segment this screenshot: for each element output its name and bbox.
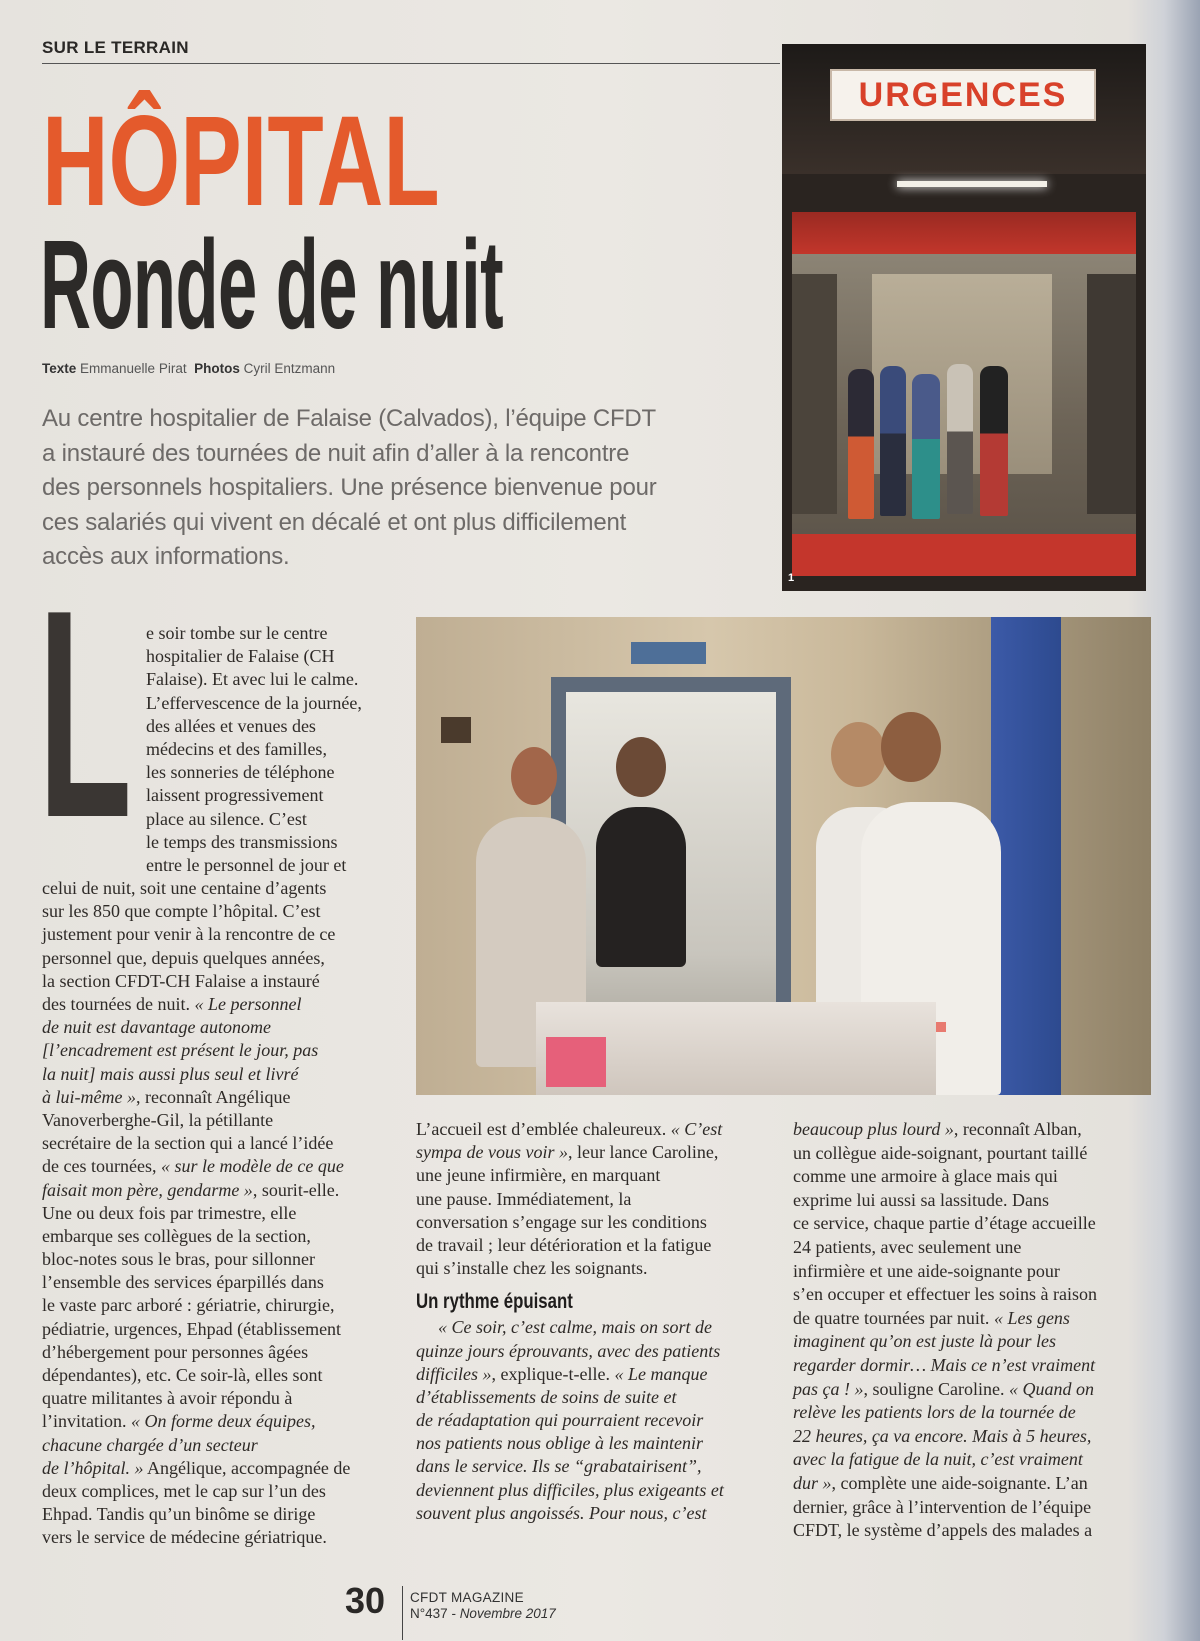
- photo-night-team: [416, 617, 1151, 1095]
- text-line: [793, 1354, 1097, 1378]
- quote-segment: dans le service. Ils se “grabatairisent”,: [416, 1456, 702, 1477]
- quote-segment: « Les gens: [993, 1307, 1070, 1328]
- text-line: [416, 1340, 724, 1363]
- text-line: [793, 1425, 1097, 1449]
- rubric-divider: [42, 63, 780, 64]
- text-line: [793, 1330, 1097, 1354]
- text-line: [42, 1063, 362, 1086]
- text-line: [793, 1142, 1097, 1166]
- text-line: [42, 1318, 362, 1341]
- text-segment: justement pour venir à la rencontre de ce: [42, 924, 336, 945]
- issue-date: Novembre 2017: [459, 1606, 556, 1621]
- text-segment: de ces tournées,: [42, 1156, 161, 1177]
- quote-segment: imaginent qu’on est juste là pour les: [793, 1331, 1056, 1352]
- quote-segment: la nuit] mais aussi plus seul et livré: [42, 1063, 299, 1084]
- text-segment: une jeune infirmière, en marquant: [416, 1165, 661, 1186]
- text-line: [416, 1234, 724, 1257]
- quote-segment: beaucoup plus lourd »: [793, 1119, 954, 1139]
- text-line: [42, 738, 362, 761]
- urgences-sign-text: URGENCES: [858, 75, 1068, 114]
- text-segment: le temps des transmissions: [146, 831, 338, 852]
- quote-segment: pas ça ! »: [793, 1378, 864, 1399]
- issue-number: N°437: [410, 1606, 448, 1621]
- body-column-3: [793, 1118, 1097, 1543]
- page-number: 30: [345, 1580, 386, 1621]
- quote-segment: de réadaptation qui pourraient recevoir: [416, 1410, 704, 1431]
- text-line: [42, 1016, 362, 1039]
- text-line: [42, 970, 362, 993]
- article-headline: Ronde de nuit: [40, 214, 504, 355]
- text-segment: embarque ses collègues de la section,: [42, 1225, 311, 1246]
- text-segment: hospitalier de Falaise (CH: [146, 646, 335, 667]
- text-line: [793, 1236, 1097, 1260]
- lead-line: ces salariés qui vivent en décalé et ont plus difficilement: [42, 508, 627, 536]
- text-line: [42, 622, 362, 645]
- text-segment: les sonneries de téléphone: [146, 762, 335, 783]
- text-line: [42, 1503, 362, 1526]
- text-line: [416, 1502, 724, 1525]
- quote-segment: relève les patients lors de la tournée de: [793, 1402, 1076, 1423]
- footer-divider: [402, 1586, 403, 1640]
- article-kicker: HÔPITAL: [42, 90, 440, 233]
- text-segment: celui de nuit, soit une centaine d’agents: [42, 878, 327, 899]
- text-segment: , explique-t-elle.: [491, 1363, 615, 1384]
- text-segment: , complète une aide-soignante. L’an: [831, 1472, 1088, 1493]
- text-segment: de quatre tournées par nuit.: [793, 1307, 994, 1328]
- text-line: [42, 854, 362, 877]
- text-segment: 24 patients, avec seulement une: [793, 1236, 1022, 1257]
- text-line: [42, 692, 362, 715]
- text-segment: le vaste parc arboré : gériatrie, chirurgie,: [42, 1295, 335, 1316]
- text-segment: L’effervescence de la journée,: [146, 692, 362, 713]
- text-line: [793, 1378, 1097, 1402]
- text-line: [793, 1118, 1097, 1142]
- text-line: [42, 1086, 362, 1109]
- text-line: [416, 1455, 724, 1478]
- text-segment: de travail ; leur détérioration et la fatigue: [416, 1234, 712, 1255]
- text-segment: la section CFDT-CH Falaise a instauré: [42, 970, 320, 991]
- text-segment: un collègue aide-soignant, pourtant taillé: [793, 1142, 1088, 1163]
- text-line: [42, 645, 362, 668]
- text-line: [42, 1039, 362, 1062]
- text-line: [42, 715, 362, 738]
- text-segment: vers le service de médecine gériatrique.: [42, 1527, 327, 1548]
- text-line: [42, 784, 362, 807]
- lead-line: Au centre hospitalier de Falaise (Calvados), l’équipe CFDT: [42, 405, 657, 432]
- quote-segment: « C’est: [670, 1119, 723, 1139]
- text-line: [416, 1257, 724, 1280]
- text-line: [42, 1179, 362, 1202]
- quote-segment: d’établissements de soins de suite et: [416, 1386, 677, 1407]
- text-segment: exprime lui aussi sa lassitude. Dans: [793, 1189, 1049, 1210]
- text-segment: comme une armoire à glace mais qui: [793, 1166, 1058, 1187]
- text-line: [416, 1386, 724, 1409]
- text-line: [793, 1496, 1097, 1520]
- text-segment: conversation s’engage sur les conditions: [416, 1211, 707, 1232]
- quote-segment: [l’encadrement est présent le jour, pas: [42, 1040, 319, 1061]
- byline-photo-author: Cyril Entzmann: [243, 361, 336, 376]
- quote-segment: quinze jours éprouvants, avec des patients: [416, 1340, 721, 1361]
- text-line: [42, 1202, 362, 1225]
- byline-text-label: Texte: [42, 361, 77, 376]
- text-segment: entre le personnel de jour et: [146, 854, 347, 875]
- text-segment: , reconnaît Angélique: [135, 1086, 291, 1107]
- quote-segment: difficiles »: [416, 1363, 492, 1384]
- subheading: Un rythme épuisant: [416, 1290, 573, 1314]
- byline-photo-label: Photos: [194, 361, 240, 376]
- text-segment: , souligne Caroline.: [863, 1378, 1009, 1399]
- urgences-sign: [830, 69, 1096, 121]
- text-segment: sur les 850 que compte l’hôpital. C’est: [42, 901, 321, 922]
- quote-segment: « On forme deux équipes,: [131, 1411, 316, 1432]
- text-line: [42, 900, 362, 923]
- text-segment: Vanoverberghe-Gil, la pétillante: [42, 1109, 274, 1130]
- quote-segment: regarder dormir… Mais ce n’est vraiment: [793, 1354, 1096, 1375]
- text-line: [793, 1189, 1097, 1213]
- text-segment: , sourit-elle.: [252, 1179, 340, 1200]
- text-segment: , reconnaît Alban,: [953, 1119, 1082, 1139]
- body-column-2: [416, 1118, 724, 1525]
- text-line: [42, 1155, 362, 1178]
- text-segment: personnel que, depuis quelques années,: [42, 947, 325, 968]
- quote-segment: « Quand on: [1008, 1378, 1094, 1399]
- text-line: [42, 1225, 362, 1248]
- quote-segment: avec la fatigue de la nuit, c’est vraiment: [793, 1449, 1083, 1470]
- text-line: [42, 877, 362, 900]
- text-line: [793, 1307, 1097, 1331]
- text-line: [42, 923, 362, 946]
- text-segment: e soir tombe sur le centre: [146, 623, 328, 643]
- text-line: [42, 1387, 362, 1410]
- photo-caption-number: 1: [788, 572, 795, 584]
- text-segment: ce service, chaque partie d’étage accueille: [793, 1213, 1096, 1234]
- text-line: [42, 1294, 362, 1317]
- text-segment: d’hébergement pour personnes âgées: [42, 1341, 309, 1362]
- quote-segment: de nuit est davantage autonome: [42, 1017, 271, 1038]
- text-segment: pédiatrie, urgences, Ehpad (établissement: [42, 1318, 342, 1339]
- photo-emergency-entrance: [782, 44, 1146, 591]
- issue-info: N°437 - Novembre 2017: [410, 1606, 556, 1621]
- text-line: [416, 1188, 724, 1211]
- text-line: [42, 993, 362, 1016]
- text-line: [42, 1109, 362, 1132]
- text-segment: infirmière et une aide-soignante pour: [793, 1260, 1060, 1281]
- text-line: [416, 1164, 724, 1187]
- text-segment: quatre militantes à avoir répondu à: [42, 1388, 293, 1409]
- text-line: [416, 1479, 724, 1502]
- text-segment: des allées et venues des: [146, 715, 316, 736]
- text-segment: secrétaire de la section qui a lancé l’idée: [42, 1133, 334, 1154]
- text-line: [416, 1432, 724, 1455]
- text-segment: l’invitation.: [42, 1411, 131, 1432]
- text-segment: Ehpad. Tandis qu’un binôme se dirige: [42, 1504, 316, 1525]
- text-line: [42, 1410, 362, 1433]
- quote-segment: « Le manque: [614, 1363, 708, 1384]
- text-line: [42, 1434, 362, 1457]
- text-segment: place au silence. C’est: [146, 808, 307, 829]
- text-line: [416, 1118, 724, 1141]
- text-line: [42, 1480, 362, 1503]
- quote-segment: souvent plus angoissés. Pour nous, c’est: [416, 1502, 707, 1523]
- quote-segment: nos patients nous oblige à les maintenir: [416, 1433, 703, 1454]
- text-line: [42, 1248, 362, 1271]
- quote-segment: « sur le modèle de ce que: [160, 1156, 344, 1177]
- byline-text-author: Emmanuelle Pirat: [80, 361, 187, 376]
- text-line: [793, 1260, 1097, 1284]
- quote-segment: dur »: [793, 1472, 832, 1493]
- lead-paragraph: [42, 402, 657, 575]
- text-segment: l’ensemble des services éparpillés dans: [42, 1272, 324, 1293]
- text-segment: s’en occuper et effectuer les soins à raison: [793, 1284, 1098, 1305]
- text-line: [42, 831, 362, 854]
- quote-segment: « Ce soir, c’est calme, mais on sort de: [438, 1317, 712, 1338]
- magazine-name: CFDT MAGAZINE: [410, 1590, 524, 1605]
- quote-segment: deviennent plus difficiles, plus exigeants et: [416, 1479, 724, 1500]
- text-segment: qui s’installe chez les soignants.: [416, 1258, 648, 1279]
- text-line: [42, 1132, 362, 1155]
- text-line: [416, 1316, 724, 1339]
- quote-segment: « Le personnel: [194, 994, 302, 1014]
- text-line: [42, 1457, 362, 1480]
- text-segment: médecins et des familles,: [146, 738, 327, 759]
- text-segment: deux complices, met le cap sur l’un des: [42, 1480, 326, 1501]
- quote-segment: sympa de vous voir »: [416, 1142, 568, 1163]
- text-segment: bloc-notes sous le bras, pour sillonner: [42, 1249, 315, 1270]
- text-line: [793, 1519, 1097, 1543]
- lead-line: des personnels hospitaliers. Une présence bienvenue pour: [42, 474, 657, 501]
- byline: [42, 361, 335, 376]
- quote-segment: chacune chargée d’un secteur: [42, 1434, 258, 1455]
- lead-line: a instauré des tournées de nuit afin d’aller à la rencontre: [42, 439, 630, 467]
- drop-cap: L: [38, 548, 133, 879]
- text-line: [42, 808, 362, 831]
- text-segment: L’accueil est d’emblée chaleureux.: [416, 1119, 671, 1139]
- quote-segment: 22 heures, ça va encore. Mais à 5 heures,: [793, 1425, 1092, 1446]
- text-line: [793, 1472, 1097, 1496]
- text-segment: , leur lance Caroline,: [567, 1142, 719, 1163]
- quote-segment: à lui-même »: [42, 1086, 136, 1107]
- text-line: [42, 947, 362, 970]
- text-line: [793, 1448, 1097, 1472]
- text-line: [42, 1364, 362, 1387]
- text-segment: laissent progressivement: [146, 785, 324, 806]
- text-line: [416, 1409, 724, 1432]
- quote-segment: de l’hôpital. »: [42, 1457, 144, 1478]
- body-column-1: [42, 622, 362, 1550]
- text-segment: dépendantes), etc. Ce soir-là, elles sont: [42, 1365, 323, 1385]
- text-segment: une pause. Immédiatement, la: [416, 1188, 632, 1209]
- text-line: [42, 761, 362, 784]
- text-line: [416, 1363, 724, 1386]
- text-segment: CFDT, le système d’appels des malades a: [793, 1520, 1093, 1541]
- text-line: [793, 1283, 1097, 1307]
- text-segment: dernier, grâce à l’intervention de l’équipe: [793, 1496, 1092, 1517]
- text-line: [416, 1211, 724, 1234]
- text-line: [793, 1401, 1097, 1425]
- text-segment: Falaise). Et avec lui le calme.: [146, 669, 359, 690]
- text-line: [416, 1141, 724, 1164]
- lead-line: accès aux informations.: [42, 543, 290, 570]
- text-segment: Une ou deux fois par trimestre, elle: [42, 1202, 297, 1223]
- text-line: [793, 1212, 1097, 1236]
- text-line: [42, 668, 362, 691]
- section-rubric: SUR LE TERRAIN: [42, 38, 189, 57]
- text-line: [42, 1526, 362, 1549]
- text-line: [793, 1165, 1097, 1189]
- text-segment: des tournées de nuit.: [42, 994, 195, 1014]
- text-line: [42, 1341, 362, 1364]
- text-segment: Angélique, accompagnée de: [143, 1457, 351, 1478]
- text-line: [42, 1271, 362, 1294]
- quote-segment: faisait mon père, gendarme »: [42, 1179, 253, 1200]
